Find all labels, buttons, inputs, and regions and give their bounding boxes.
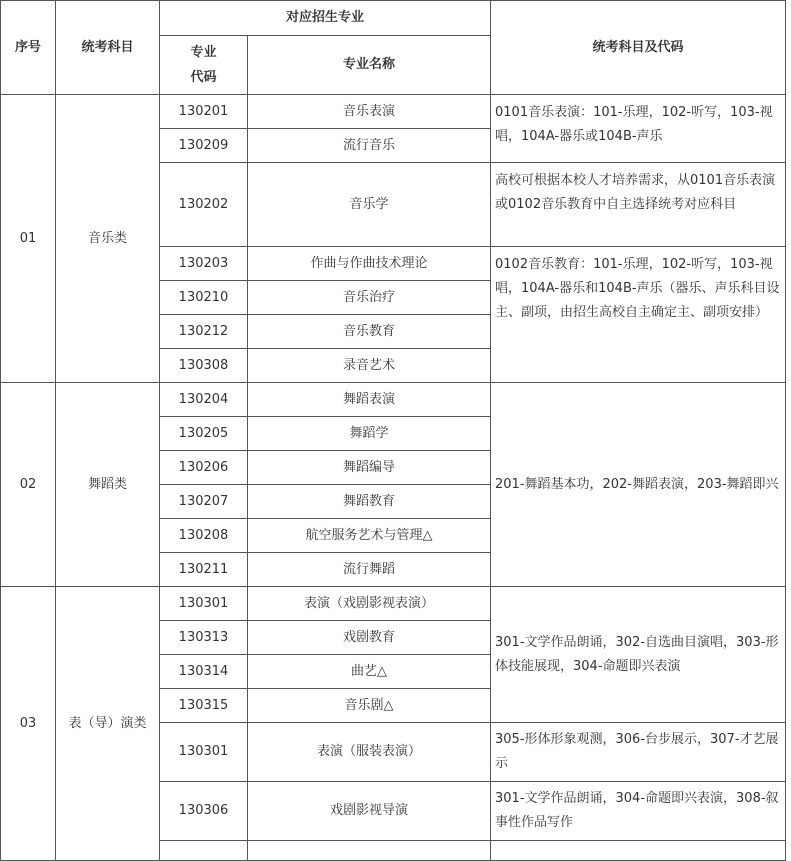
group-category: 舞蹈类 <box>56 383 160 587</box>
major-code: 130211 <box>160 553 248 587</box>
group-category: 表（导）演类 <box>56 587 160 861</box>
major-name: 戏剧影视导演 <box>248 782 491 841</box>
subject-codes: 305-形体形象观测，306-台步展示，307-才艺展示 <box>491 723 786 782</box>
major-code: 130210 <box>160 281 248 315</box>
subject-codes: 201-舞蹈基本功，202-舞蹈表演，203-舞蹈即兴 <box>491 383 786 587</box>
empty-cell <box>160 841 248 861</box>
header-major-name: 专业名称 <box>248 36 491 95</box>
header-row-1 <box>1 1 786 36</box>
header-seq: 序号 <box>1 1 56 95</box>
major-code: 130306 <box>160 782 248 841</box>
major-name: 录音艺术 <box>248 349 491 383</box>
major-code: 130315 <box>160 689 248 723</box>
major-code: 130212 <box>160 315 248 349</box>
major-code: 130209 <box>160 129 248 163</box>
subject-codes: 高校可根据本校人才培养需求，从0101音乐表演或0102音乐教育中自主选择统考对应科目 <box>491 163 786 247</box>
major-code: 130301 <box>160 587 248 621</box>
major-name: 音乐表演 <box>248 95 491 129</box>
major-code: 130203 <box>160 247 248 281</box>
empty-cell <box>248 841 491 861</box>
header-major-group: 对应招生专业 <box>160 1 491 36</box>
major-code: 130208 <box>160 519 248 553</box>
major-name: 航空服务艺术与管理△ <box>248 519 491 553</box>
header-major-code: 专业代码 <box>160 36 248 95</box>
major-code: 130202 <box>160 163 248 247</box>
header-category: 统考科目 <box>56 1 160 95</box>
major-name: 表演（戏剧影视表演） <box>248 587 491 621</box>
major-code: 130207 <box>160 485 248 519</box>
major-code: 130206 <box>160 451 248 485</box>
major-code: 130204 <box>160 383 248 417</box>
major-name: 音乐学 <box>248 163 491 247</box>
major-code: 130201 <box>160 95 248 129</box>
subject-codes: 0101音乐表演：101-乐理，102-听写，103-视唱，104A-器乐或104B-声乐 <box>491 95 786 163</box>
major-name: 音乐剧△ <box>248 689 491 723</box>
subject-codes: 0102音乐教育：101-乐理，102-听写，103-视唱，104A-器乐和104B-声乐（器乐、声乐科目设主、副项，由招生高校自主确定主、副项安排） <box>491 247 786 383</box>
major-name: 流行舞蹈 <box>248 553 491 587</box>
group-seq: 02 <box>1 383 56 587</box>
major-code: 130308 <box>160 349 248 383</box>
header-subjects: 统考科目及代码 <box>491 1 786 95</box>
major-code: 130313 <box>160 621 248 655</box>
group-seq: 03 <box>1 587 56 861</box>
major-name: 舞蹈学 <box>248 417 491 451</box>
major-name: 表演（服装表演） <box>248 723 491 782</box>
major-name: 曲艺△ <box>248 655 491 689</box>
major-code: 130314 <box>160 655 248 689</box>
group-category: 音乐类 <box>56 95 160 383</box>
subject-codes: 301-文学作品朗诵，304-命题即兴表演，308-叙事性作品写作 <box>491 782 786 841</box>
major-name: 作曲与作曲技术理论 <box>248 247 491 281</box>
major-name: 音乐治疗 <box>248 281 491 315</box>
major-name: 戏剧教育 <box>248 621 491 655</box>
major-name: 舞蹈表演 <box>248 383 491 417</box>
major-name: 舞蹈教育 <box>248 485 491 519</box>
empty-cell <box>491 841 786 861</box>
subject-codes: 301-文学作品朗诵，302-自选曲目演唱，303-形体技能展现，304-命题即兴表演 <box>491 587 786 723</box>
table-row <box>1 95 786 129</box>
major-name: 音乐教育 <box>248 315 491 349</box>
major-code: 130205 <box>160 417 248 451</box>
major-name: 舞蹈编导 <box>248 451 491 485</box>
table-row <box>1 383 786 417</box>
table-row <box>1 587 786 621</box>
group-seq: 01 <box>1 95 56 383</box>
major-code: 130301 <box>160 723 248 782</box>
major-name: 流行音乐 <box>248 129 491 163</box>
